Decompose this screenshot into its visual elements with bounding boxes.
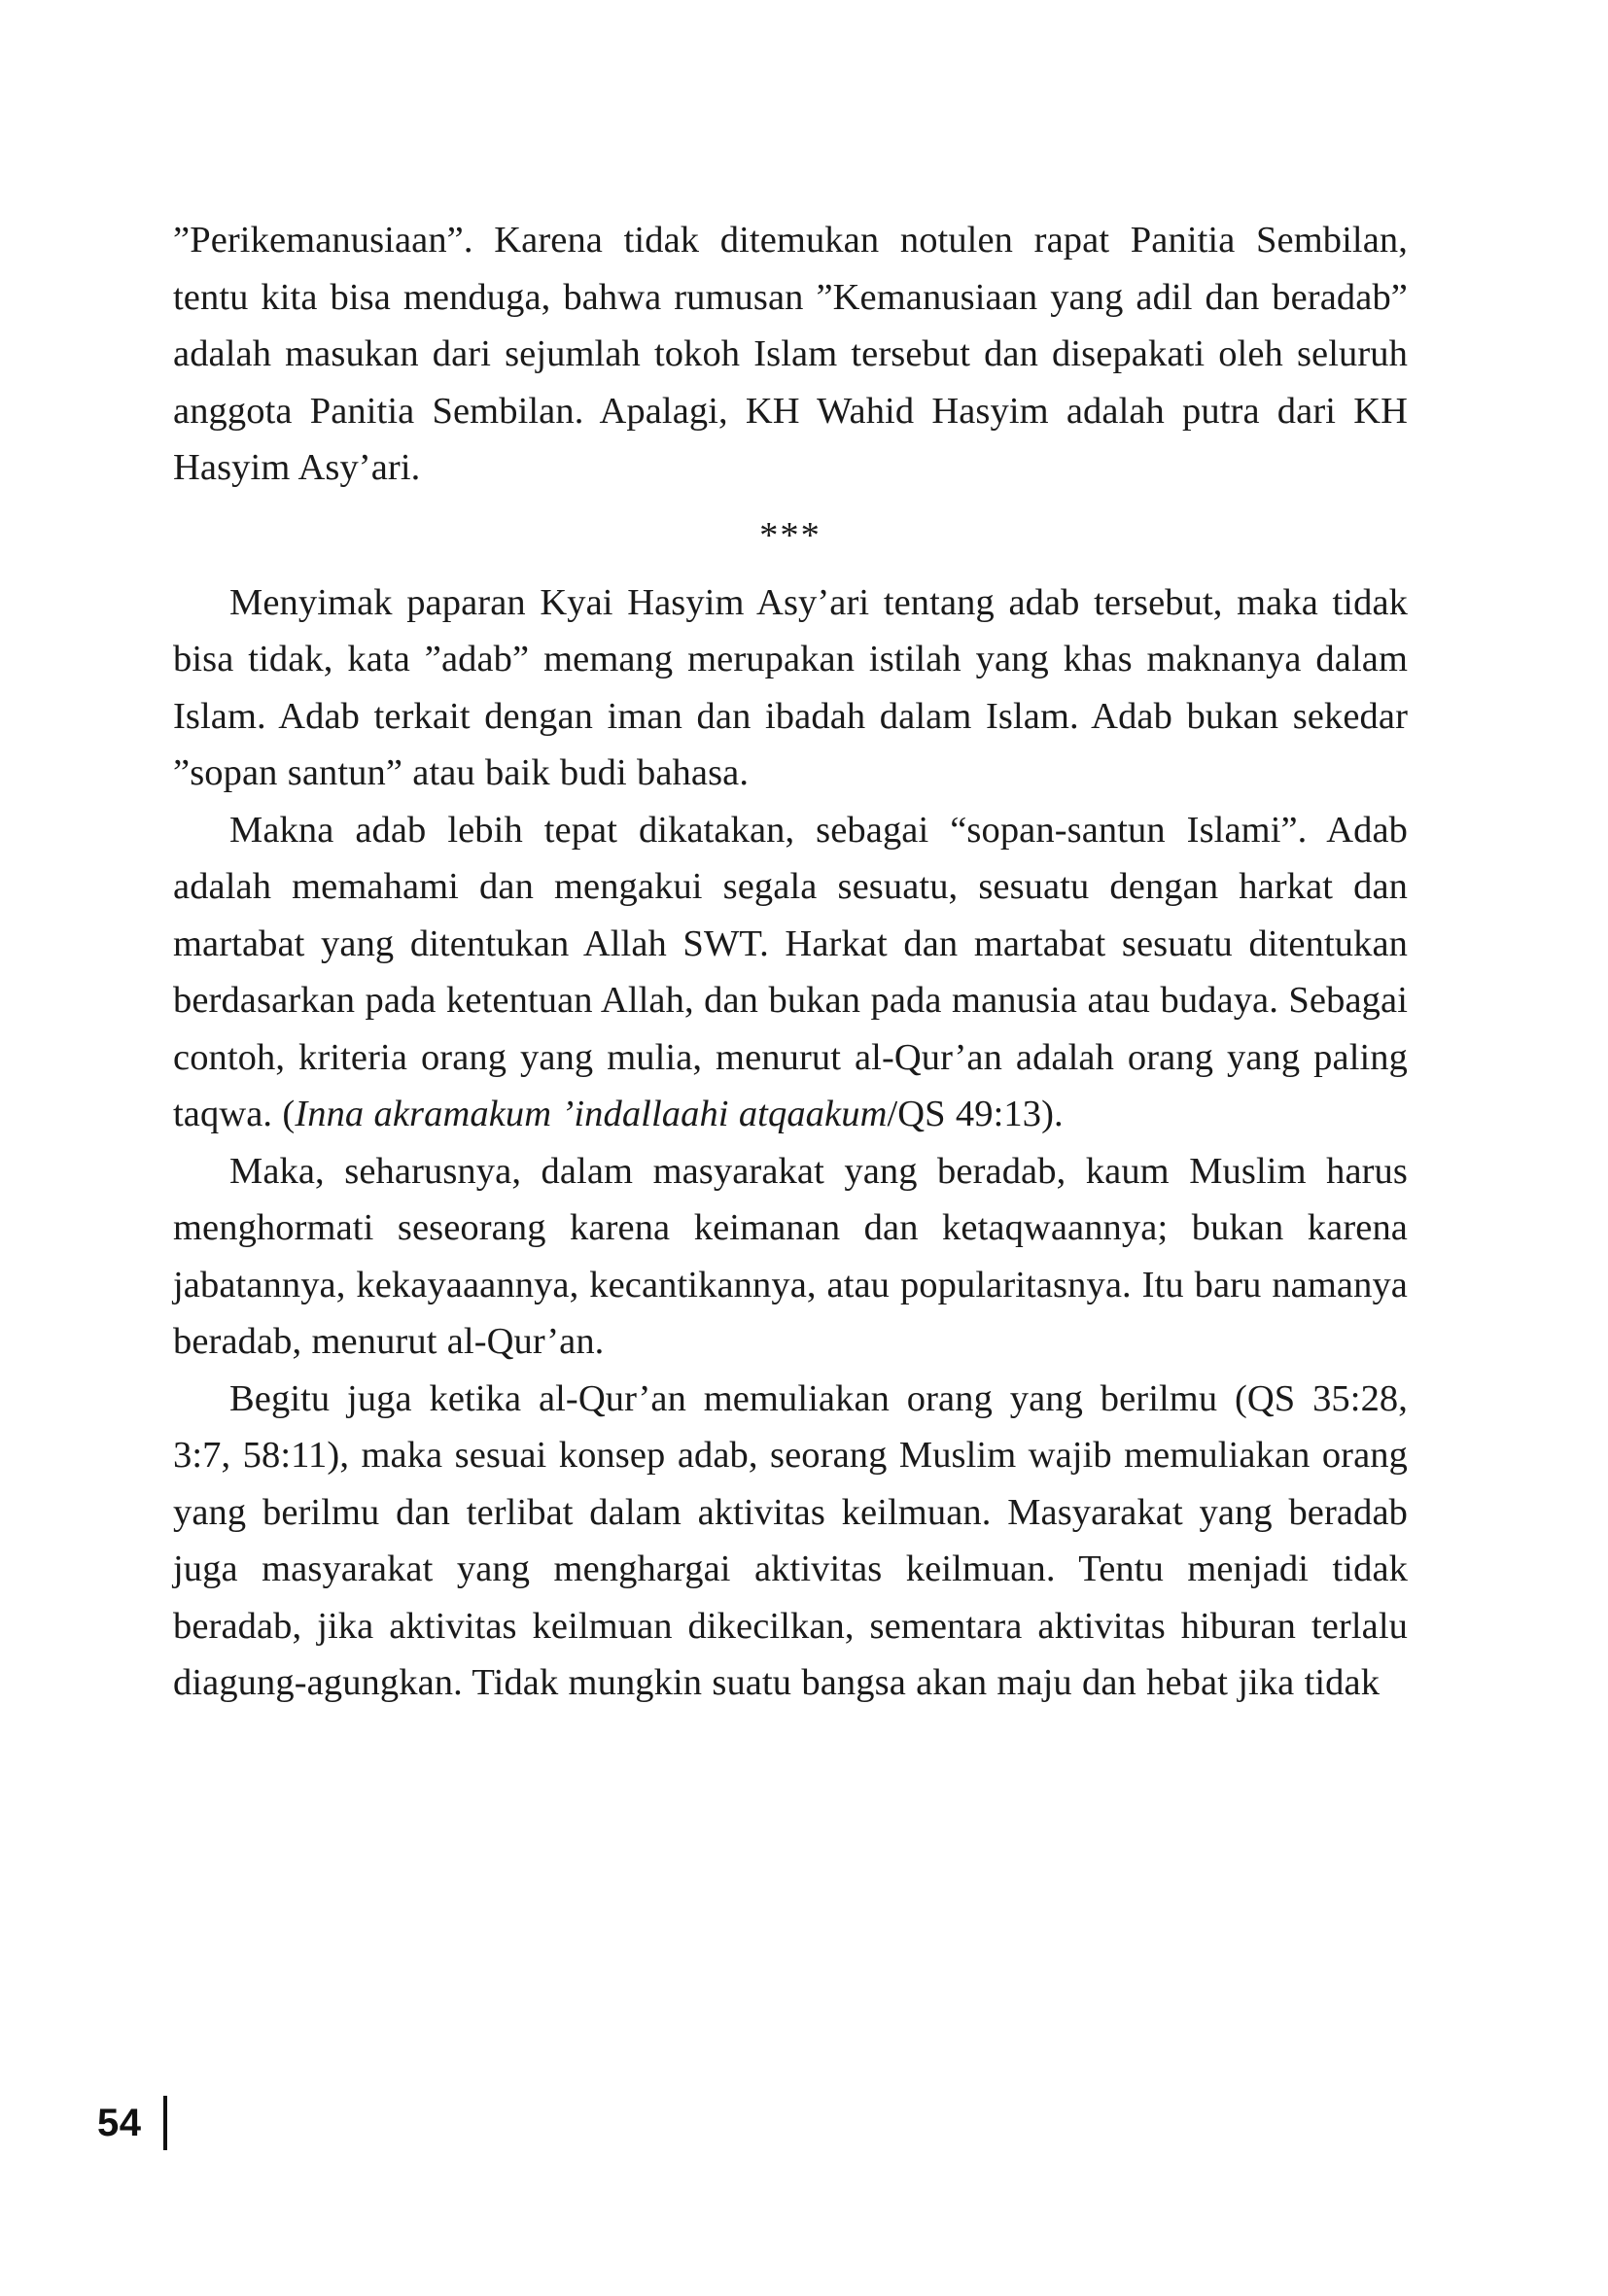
paragraph-2: Menyimak paparan Kyai Hasyim Asy’ari tentang adab tersebut, maka tidak bisa tidak, kata ”adab” memang merupakan istilah yang khas maknanya dalam Islam. Adab terkait dengan iman dan ibadah dalam Islam. Adab bukan sekedar ”sopan santun” atau baik budi bahasa. [173,581,1408,793]
footer-divider-rule [163,2096,167,2150]
paragraph-3 [173,802,1408,1143]
page-number: 54 [97,2101,142,2144]
paragraph-1: ”Perikemanusiaan”. Karena tidak ditemukan notulen rapat Panitia Sembilan, tentu kita bisa menduga, bahwa rumusan ”Kemanusiaan yang adil dan beradab” adalah masukan dari sejumlah tokoh Islam tersebut dan disepakati oleh seluruh anggota Panitia Sembilan. Apalagi, KH Wahid Hasyim adalah putra dari KH Hasyim Asy’ari. [173,220,1408,488]
quranic-phrase-italic: Inna akramakum ’indallaahi atqaakum [295,1094,888,1134]
section-separator: *** [759,514,821,556]
paragraph-5: Begitu juga ketika al-Qur’an memuliakan orang yang berilmu (QS 35:28, 3:7, 58:11), maka sesuai konsep adab, seorang Muslim wajib memuliakan orang yang berilmu dan terlibat dalam aktivitas keilmuan. Masyarakat yang beradab juga masyarakat yang menghargai aktivitas keilmuan. Tentu menjadi tidak beradab, jika aktivitas keilmuan dikecilkan, sementara aktivitas hiburan terlalu diagung-agungkan. Tidak mungkin suatu bangsa akan maju dan hebat jika tidak [173,1377,1408,1703]
page-text-body [173,212,1408,1712]
page-footer [97,2094,167,2152]
paragraph-3-text-after: /QS 49:13). [887,1094,1064,1134]
paragraph-4: Maka, seharusnya, dalam masyarakat yang beradab, kaum Muslim harus menghormati seseorang karena keimanan dan ketaqwaannya; bukan karena jabatannya, kekayaaannya, kecantikannya, atau popularitasnya. Itu baru namanya beradab, menurut al-Qur’an. [173,1150,1408,1362]
paragraph-3-text-before: Makna adab lebih tepat dikatakan, sebagai “sopan-santun Islami”. Adab adalah memahami dan mengakui segala sesuatu, sesuatu dengan harkat dan martabat yang ditentukan Allah SWT. Harkat dan martabat sesuatu ditentukan berdasarkan pada ketentuan Allah, dan bukan pada manusia atau budaya. Sebagai contoh, kriteria orang yang mulia, menurut al-Qur’an adalah orang yang paling taqwa. ( [173,809,1408,1134]
